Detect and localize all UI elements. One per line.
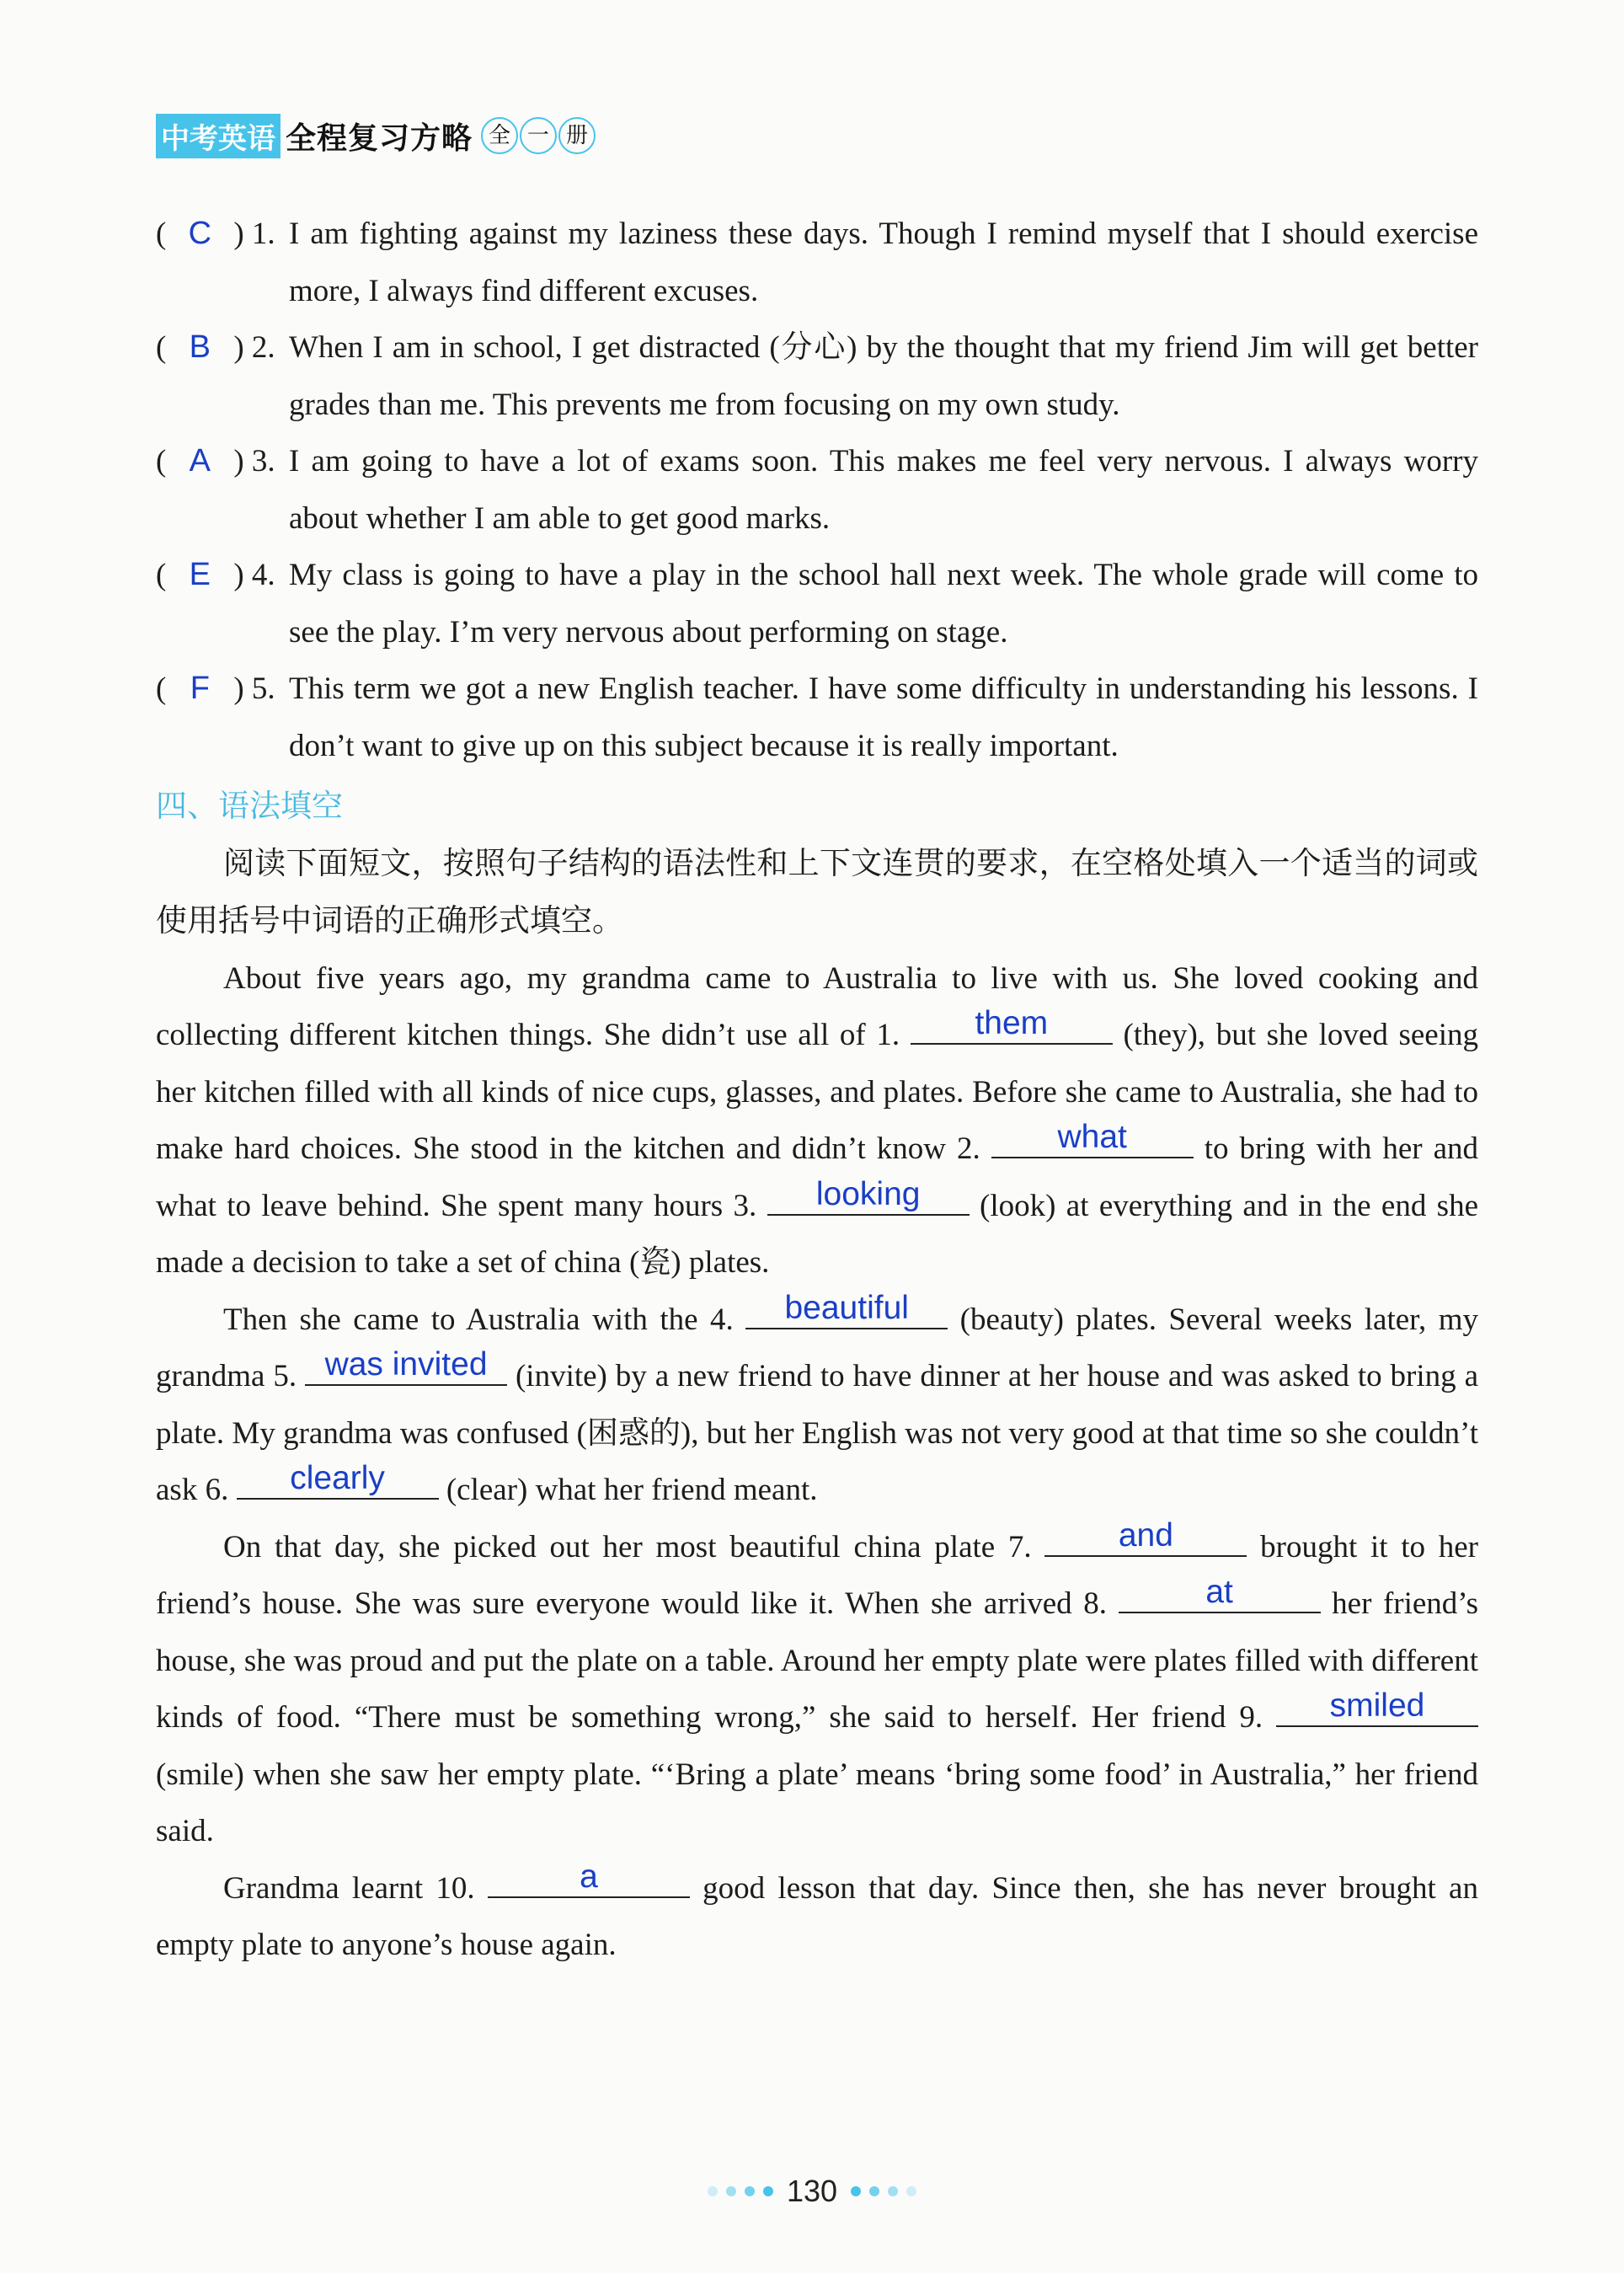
blank-answer: was invited [324,1346,488,1383]
blank-answer: clearly [290,1460,385,1496]
question-label: ( B ) 2. [156,319,289,433]
blank-answer: at [1205,1574,1233,1610]
passage-paragraph: On that day, she picked out her most beautiful china plate 7. and brought it to her friend’s house. She was sure everyone would like it. When she arrived 8. at her friend’s house, she was proud and put the plate on a table. Around her empty plate were plates filled with different kinds of food. “There must be something wrong,” she said to herself. Her friend 9. smiled (smile) when she saw her empty plate. “‘Bring a plate’ means ‘bring some food’ in Australia,” her friend said. [156,1516,1478,1848]
header-badge [481,117,596,154]
answer-mark: B [189,329,211,365]
section-title: 四、语法填空 [156,788,343,824]
decor-dot [763,2186,773,2196]
answer-blank [991,1119,1194,1158]
blank-answer: and [1118,1516,1173,1554]
question-item [156,319,1478,433]
question-text: I am fighting against my laziness these days. Though I remind myself that I should exercise more, I always find different excuses. [289,217,1478,308]
badge-char: 册 [558,117,596,154]
question-item [156,433,1478,547]
page-number: 130 [786,2174,838,2208]
question-text: This term we got a new English teacher. I have some difficulty in understanding his lessons. I don’t want to give up on this subject because it is really important. [289,671,1478,763]
blank-answer: looking [815,1175,921,1212]
decor-dot [726,2186,736,2196]
blank-answer: beautiful [784,1289,909,1326]
decor-dot [745,2186,755,2196]
question-label: ( E ) 4. [156,547,289,661]
decor-dot [906,2186,916,2196]
answer-blank [767,1175,970,1216]
passage-paragraph: About five years ago, my grandma came to Australia to live with us. She loved cooking and collecting different kitchen things. She didn’t use all of 1. them (they), but she loved seeing her kitchen filled with all kinds of nice cups, glasses, and plates. Before she came to Australia, she had to make hard choices. She stood in the kitchen and didn’t know 2. what to bring with her and what to leave behind. She spent many hours 3. looking (look) at everything and in the end she made a decision to take a set of china (瓷) plates. [156,960,1479,1280]
answer-blank [237,1460,439,1500]
blank-answer: smiled [1329,1687,1425,1724]
blank-answer: what [1057,1119,1127,1155]
passage-paragraph: Then she came to Australia with the 4. beautiful (beauty) plates. Several weeks later, my grandma 5. was invited (invite) by a new friend to have dinner at her house and was asked to bring a plate. My grandma was confused (困惑的), but her English was not very good at that time so she couldn’t ask 6. clearly (clear) what her friend meant. [156,1289,1478,1507]
page-content [156,206,1478,1974]
question-text: My class is going to have a play in the school hall next week. The whole grade will come to see the play. I’m very nervous about performing on stage. [289,558,1478,650]
answer-blank [911,1005,1113,1045]
question-item [156,206,1478,319]
question-text: When I am in school, I get distracted (分心) by the thought that my friend Jim will get better grades than me. This prevents me from focusing on my own study. [289,330,1478,422]
badge-char: 一 [520,117,557,154]
answer-blank [745,1289,948,1329]
answer-blank [1119,1574,1321,1613]
question-item [156,661,1478,774]
question-text: I am going to have a lot of exams soon. This makes me feel very nervous. I always worry about whether I am able to get good marks. [289,444,1478,536]
question-label: ( A ) 3. [156,433,289,547]
book-header [156,112,596,159]
answer-mark: F [190,671,210,706]
answer-blank [1044,1516,1247,1557]
decor-dot [888,2186,898,2196]
answer-mark: A [189,443,211,479]
blank-answer: a [580,1858,598,1895]
header-title: 全程复习方略 [286,120,473,156]
passage-paragraph: Grandma learnt 10. a good lesson that day. Since then, she has never brought an empty plate to anyone’s house again. [156,1858,1478,1962]
instruction-text: 阅读下面短文，按照句子结构的语法性和上下文连贯的要求，在空格处填入一个适当的词或使用括号中词语的正确形式填空。 [156,844,1478,939]
answer-blank [1276,1687,1478,1727]
decor-dot [708,2186,718,2196]
answer-mark: C [188,216,212,251]
answer-blank [488,1858,690,1898]
question-label: ( C ) 1. [156,206,289,319]
question-label: ( F ) 5. [156,661,289,774]
blank-answer: them [975,1005,1049,1041]
decor-dot [851,2186,861,2196]
decor-dot [869,2186,879,2196]
answer-blank [305,1346,507,1386]
answer-mark: E [189,557,211,592]
header-highlight: 中考英语 [156,114,280,158]
badge-char: 全 [481,117,518,154]
question-item [156,547,1478,661]
page-footer [0,2174,1624,2209]
